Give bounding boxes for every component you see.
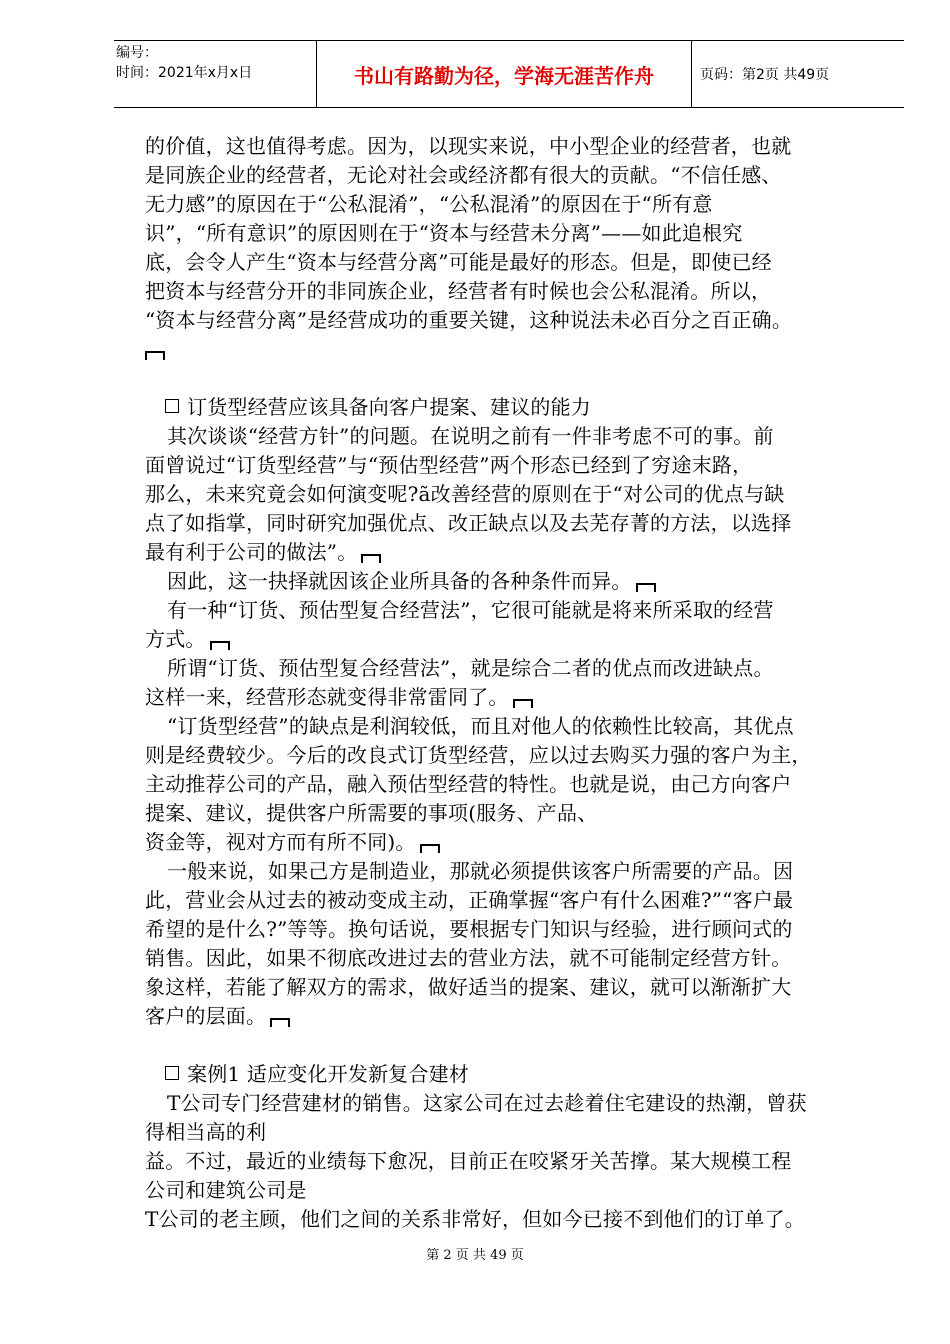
line-text: 因此，这一抉择就因该企业所具备的各种条件而异。 (167, 569, 632, 593)
text-line: 面曾说过“订货型经营”与“预估型经营”两个形态已经到了穷途末路， (145, 453, 753, 477)
text-line: 所谓“订货、预估型复合经营法”，就是综合二者的优点而改进缺点。 (167, 656, 774, 680)
text-line: 主动推荐公司的产品，融入预估型经营的特性。也就是说，由己方向客户 (145, 772, 792, 796)
line-text: 最有利于公司的做法”。 (145, 540, 358, 564)
text-line: 点了如指掌，同时研究加强优点、改正缺点以及去芜存菁的方法，以选择 (145, 511, 792, 535)
text-line: 其次谈谈“经营方针”的问题。在说明之前有一件非考虑不可的事。前 (167, 424, 774, 448)
text-line: 是同族企业的经营者，无论对社会或经济都有很大的贡献。“不信任感、 (145, 163, 782, 187)
text-line: 益。不过，最近的业绩每下愈况，目前正在咬紧牙关苦撑。某大规模工程 (145, 1149, 792, 1173)
paragraph-mark-icon (636, 583, 656, 592)
text-line: T公司的老主顾，他们之间的关系非常好，但如今已接不到他们的订单了。 (145, 1207, 805, 1231)
text-line: 销售。因此，如果不彻底改进过去的营业方法，就不可能制定经营方针。 (145, 946, 792, 970)
header-meta (114, 41, 316, 107)
paragraph-mark-icon (420, 844, 440, 853)
paragraph-mark-icon (210, 641, 230, 650)
paragraph-mark-icon (513, 699, 533, 708)
checkbox-square-icon (165, 1066, 179, 1080)
text-line: 的价值，这也值得考虑。因为，以现实来说，中小型企业的经营者，也就 (145, 134, 792, 158)
text-line: 识”，“所有意识”的原因则在于“资本与经营未分离”——如此追根究 (145, 221, 743, 245)
paragraph-mark-icon (145, 351, 165, 360)
section-heading (145, 1060, 885, 1089)
text-line: 无力感”的原因在于“公私混淆”，“公私混淆”的原因在于“所有意 (145, 192, 713, 216)
text-line: T公司专门经营建材的销售。这家公司在过去趁着住宅建设的热潮，曾获 (167, 1091, 807, 1115)
text-line: 那么，未来究竟会如何演变呢?ã改善经营的原则在于“对公司的优点与缺 (145, 482, 785, 506)
code-label: 编号： (116, 45, 158, 61)
paragraph-mark-icon (270, 1018, 290, 1027)
paragraph-mark-line (145, 335, 885, 364)
text-line: 一般来说，如果己方是制造业，那就必须提供该客户所需要的产品。因 (167, 859, 794, 883)
time-label: 时间：2021年x月x日 (116, 65, 253, 81)
text-line (145, 625, 885, 654)
header-page-info: 页码：第2页 共49页 (700, 67, 830, 83)
section-title: 订货型经营应该具备向客户提案、建议的能力 (187, 395, 591, 419)
text-line: 希望的是什么?”等等。换句话说，要根据专门知识与经验，进行顾问式的 (145, 917, 793, 941)
text-line (145, 1002, 885, 1031)
document-body (145, 132, 885, 1234)
text-line: 底，会令人产生“资本与经营分离”可能是最好的形态。但是，即使已经 (145, 250, 772, 274)
text-line: “订货型经营”的缺点是利润较低，而且对他人的依赖性比较高，其优点 (167, 714, 794, 738)
header-motto: 书山有路勤为径，学海无涯苦作舟 (316, 41, 692, 107)
text-line (145, 567, 885, 596)
checkbox-square-icon (165, 399, 179, 413)
page-footer: 第 2 页 共 49 页 (426, 1248, 524, 1263)
text-line: 则是经费较少。今后的改良式订货型经营，应以过去购买力强的客户为主， (145, 743, 812, 767)
text-line: 公司和建筑公司是 (145, 1178, 307, 1202)
text-line: 把资本与经营分开的非同族企业，经营者有时候也会公私混淆。所以， (145, 279, 772, 303)
text-line (145, 538, 885, 567)
section-heading (145, 393, 885, 422)
text-line: 此，营业会从过去的被动变成主动，正确掌握“客户有什么困难?”“客户最 (145, 888, 794, 912)
line-text: 这样一来，经营形态就变得非常雷同了。 (145, 685, 509, 709)
line-text: 客户的层面。 (145, 1004, 267, 1028)
text-line: 象这样，若能了解双方的需求，做好适当的提案、建议，就可以渐渐扩大 (145, 975, 792, 999)
text-line: 得相当高的利 (145, 1120, 267, 1144)
text-line: 提案、建议，提供客户所需要的事项(服务、产品、 (145, 801, 598, 825)
line-text: 资金等，视对方而有所不同)。 (145, 830, 416, 854)
page-header (114, 40, 904, 108)
paragraph-mark-icon (361, 554, 381, 563)
text-line (145, 683, 885, 712)
text-line: “资本与经营分离”是经营成功的重要关键，这种说法未必百分之百正确。 (145, 308, 793, 332)
line-text: 方式。 (145, 627, 206, 651)
text-line (145, 828, 885, 857)
section-title: 案例1 适应变化开发新复合建材 (187, 1062, 470, 1086)
text-line: 有一种“订货、预估型复合经营法”，它很可能就是将来所采取的经营 (167, 598, 774, 622)
